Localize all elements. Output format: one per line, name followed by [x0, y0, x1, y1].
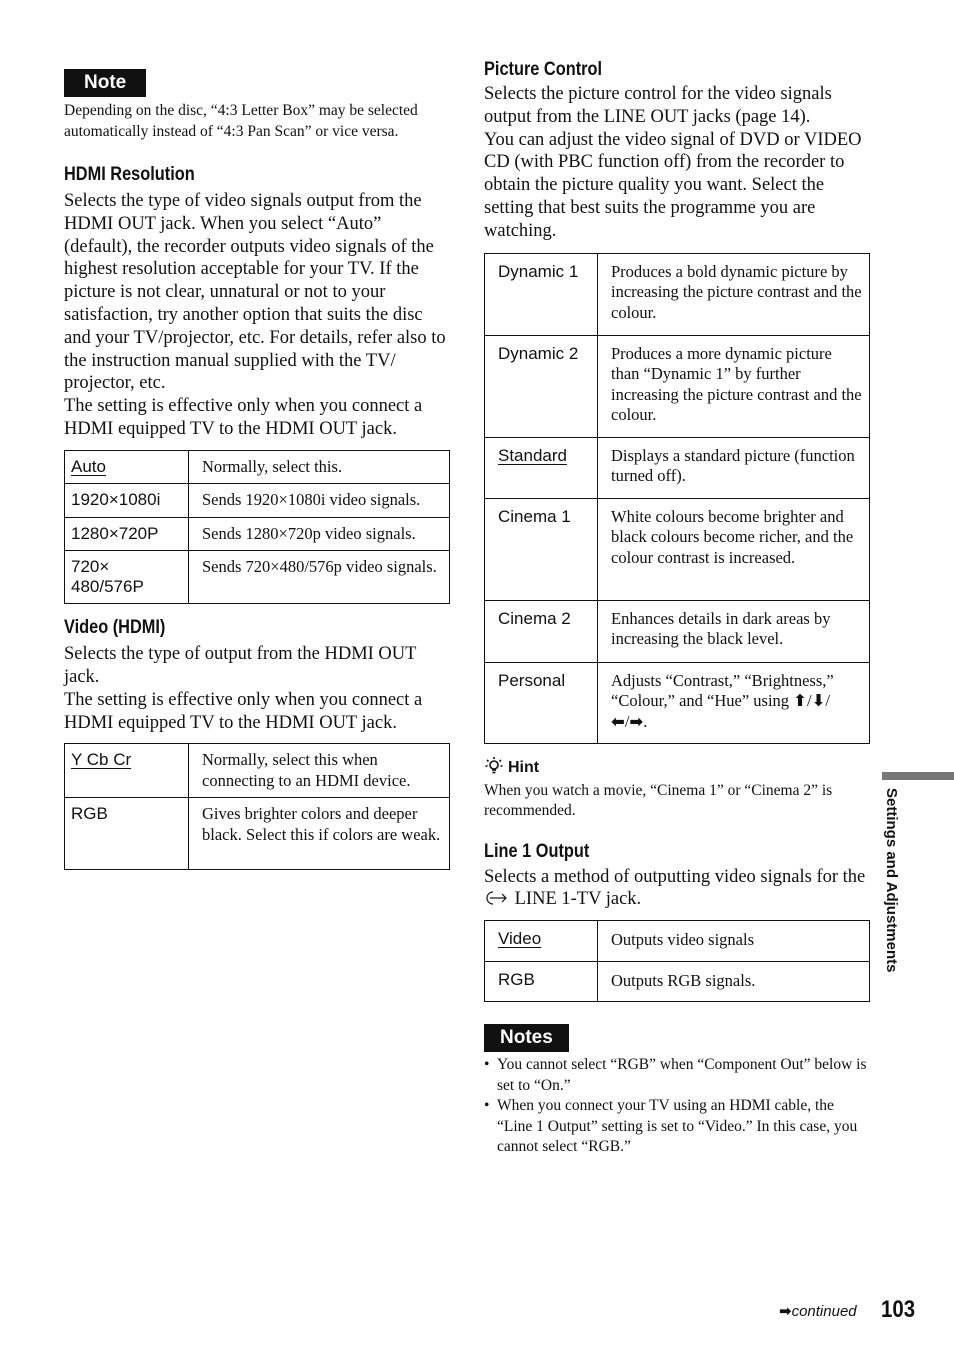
option-key: 1920×1080i: [65, 484, 189, 518]
option-desc: Adjusts “Contrast,” “Brightness,” “Colour,” and “Hue” using: [611, 670, 834, 711]
left-column: [64, 69, 450, 870]
option-desc: Produces a more dynamic picture than “Dynamic 1” by further increasing the picture contrast and the colour.: [598, 335, 870, 437]
table-row: [485, 253, 870, 335]
list-item: • You cannot select “RGB” when “Component Out” below is set to “On.”: [484, 1055, 870, 1096]
table-row: [65, 450, 450, 484]
continued-text: continued: [791, 1303, 857, 1320]
line1-output-heading: Line 1 Output: [484, 840, 590, 862]
option-desc: Normally, select this.: [189, 450, 450, 484]
table-row: [485, 498, 870, 600]
table-row: [485, 921, 870, 962]
arrow-left-icon: ⬅: [611, 711, 625, 731]
table-row: [65, 798, 450, 870]
video-hdmi-para1: Selects the type of output from the HDMI OUT jack.: [64, 644, 417, 688]
arrow-right-icon: ➡: [779, 1302, 792, 1320]
video-hdmi-table: [64, 743, 450, 870]
option-key: Cinema 2: [485, 600, 598, 662]
list-item: • When you connect your TV using an HDMI cable, the “Line 1 Output” setting is set to “Video.” In this case, you cannot select “RGB.”: [484, 1096, 870, 1158]
table-row: Personal Adjusts “Contrast,” “Brightness,” “Colour,” and “Hue” using ⬆/⬇/ ⬅/➡.: [485, 662, 870, 743]
option-key: Video: [498, 929, 542, 949]
video-hdmi-heading: Video (HDMI): [64, 617, 166, 639]
option-desc: Enhances details in dark areas by increasing the black level.: [598, 600, 870, 662]
hint-header: [484, 756, 870, 781]
hdmi-resolution-para2: The setting is effective only when you connect a HDMI equipped TV to the HDMI OUT jack.: [64, 396, 423, 439]
arrow-right-icon: ➡: [629, 711, 644, 731]
hdmi-resolution-heading: HDMI Resolution: [64, 164, 195, 185]
option-key: Dynamic 2: [485, 335, 598, 437]
output-jack-icon: [484, 890, 510, 913]
lightbulb-icon: [484, 756, 504, 781]
table-row: [65, 744, 450, 798]
hint-label: Hint: [508, 758, 540, 776]
option-desc: Sends 1920×1080i video signals.: [189, 484, 450, 518]
option-desc: Sends 1280×720p video signals.: [189, 517, 450, 551]
option-desc: Sends 720×480/576p video signals.: [189, 551, 450, 604]
arrow-down-icon: ⬇: [811, 691, 826, 711]
arrow-up-icon: ⬆: [793, 691, 807, 711]
option-desc: Outputs RGB signals.: [598, 962, 870, 1002]
option-key: Standard: [498, 445, 567, 465]
option-desc: Normally, select this when connecting to an HDMI device.: [189, 744, 450, 798]
video-hdmi-para2: The setting is effective only when you connect a HDMI equipped TV to the HDMI OUT jack.: [64, 689, 423, 733]
continued-indicator: [779, 1302, 857, 1320]
option-key: Auto: [71, 456, 106, 476]
table-row: [485, 437, 870, 498]
option-desc: Gives brighter colors and deeper black. Select this if colors are weak.: [189, 798, 450, 870]
picture-control-para1: Selects the picture control for the video signals output from the LINE OUT jacks (page 14).: [484, 84, 832, 127]
note-badge: Note: [64, 69, 146, 97]
option-key: Dynamic 1: [485, 253, 598, 335]
table-row: [485, 600, 870, 662]
table-row: [65, 517, 450, 551]
option-key: 720× 480/576P: [65, 551, 189, 604]
option-key: Cinema 1: [485, 498, 598, 600]
option-desc: Produces a bold dynamic picture by increasing the picture contrast and the colour.: [598, 253, 870, 335]
line1-output-para: [484, 866, 870, 914]
table-row: [65, 551, 450, 604]
section-tab-bar: [882, 772, 954, 780]
picture-control-para2: You can adjust the video signal of DVD or VIDEO CD (with PBC function off) from the recorder to obtain the picture quality you want. Select the setting that best suits the programme you are watching.: [484, 129, 862, 241]
line1-output-para-a: Selects a method of outputting video signals for the: [484, 866, 866, 887]
picture-control-table: [484, 253, 870, 744]
right-column: [484, 58, 870, 1158]
option-key: 1280×720P: [65, 517, 189, 551]
table-row: [65, 484, 450, 518]
option-key: Personal: [485, 662, 598, 743]
section-side-label: Settings and Adjustments: [883, 788, 900, 973]
option-key: Y Cb Cr: [71, 750, 132, 770]
picture-control-heading: Picture Control: [484, 59, 603, 80]
option-desc: White colours become brighter and black colours become richer, and the colour contrast is increased.: [598, 498, 870, 600]
option-desc: Displays a standard picture (function turned off).: [598, 437, 870, 498]
hint-text: When you watch a movie, “Cinema 1” or “Cinema 2” is recommended.: [484, 781, 833, 820]
note-text: Depending on the disc, “4:3 Letter Box” may be selected automatically instead of “4:3 Pan Scan” or vice versa.: [64, 102, 418, 140]
table-row: [485, 335, 870, 437]
hdmi-resolution-para1: Selects the type of video signals output from the HDMI OUT jack. When you select “Auto” (default), the recorder outputs video signals of the highest resolution acceptable for your TV. If the picture is not clear, unnatural or not to your satisfaction, try another option that suits the disc and your TV/projector, etc. For details, refer also to the instruction manual supplied with the TV/ projector, etc.: [64, 191, 446, 394]
table-row: [485, 962, 870, 1002]
line1-output-para-b: LINE 1-TV jack.: [514, 889, 642, 910]
page-number: 103: [881, 1296, 916, 1323]
hdmi-resolution-table: [64, 450, 450, 605]
option-desc: Outputs video signals: [598, 921, 870, 962]
option-key: RGB: [65, 798, 189, 870]
notes-badge: Notes: [484, 1024, 569, 1052]
line1-output-table: [484, 920, 870, 1002]
option-key: RGB: [485, 962, 598, 1002]
notes-list: [484, 1055, 870, 1158]
